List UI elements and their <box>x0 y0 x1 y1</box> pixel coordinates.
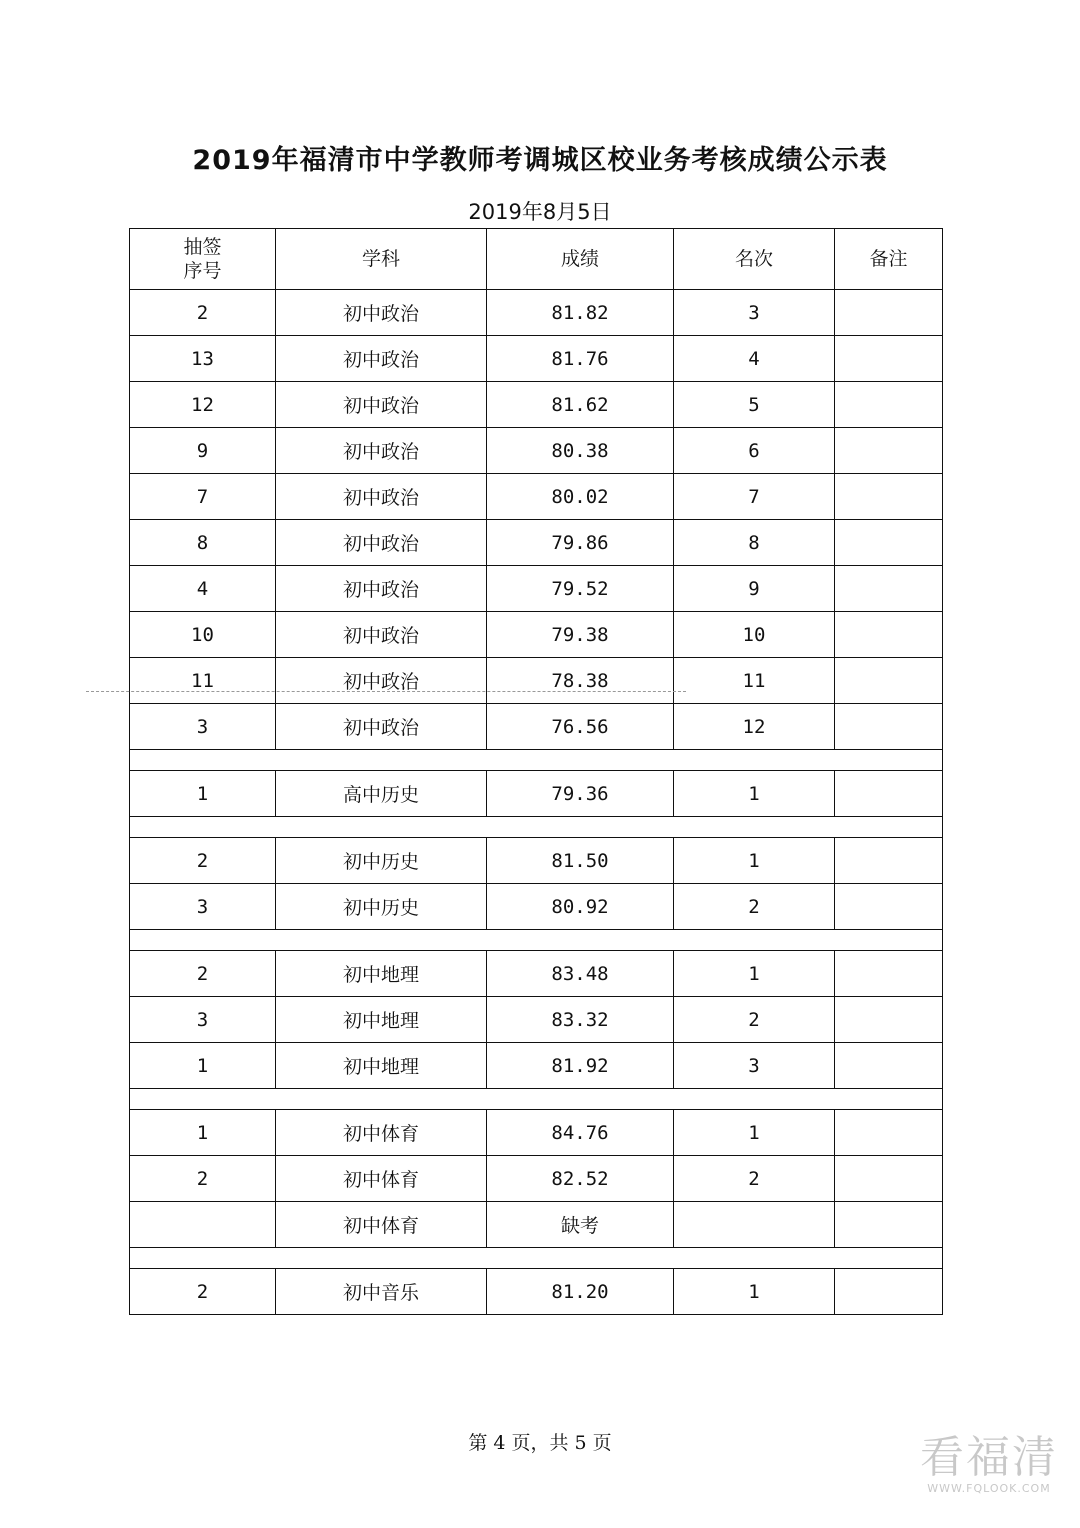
cell-score: 缺考 <box>487 1202 674 1248</box>
cell-remark <box>835 1110 943 1156</box>
group-separator-cell <box>130 1248 943 1269</box>
table-row <box>130 771 943 817</box>
page-footer: 第 4 页，共 5 页 <box>468 1432 612 1454</box>
cell-subject: 初中政治 <box>276 428 487 474</box>
cell-score: 80.02 <box>487 474 674 520</box>
group-separator-cell <box>130 817 943 838</box>
cell-remark <box>835 290 943 336</box>
scan-artifact-line <box>86 691 686 692</box>
header-score: 成绩 <box>487 229 674 290</box>
cell-seq: 7 <box>130 474 276 520</box>
table-body <box>130 290 943 1315</box>
cell-remark <box>835 884 943 930</box>
cell-remark <box>835 474 943 520</box>
cell-rank: 1 <box>674 1269 835 1315</box>
group-separator <box>130 930 943 951</box>
cell-score: 78.38 <box>487 658 674 704</box>
cell-rank: 1 <box>674 838 835 884</box>
cell-remark <box>835 658 943 704</box>
cell-subject: 初中政治 <box>276 520 487 566</box>
group-separator <box>130 817 943 838</box>
cell-seq: 1 <box>130 771 276 817</box>
cell-score: 79.86 <box>487 520 674 566</box>
cell-score: 79.38 <box>487 612 674 658</box>
table-row <box>130 838 943 884</box>
cell-rank: 11 <box>674 658 835 704</box>
cell-rank: 12 <box>674 704 835 750</box>
publish-date: 2019年8月5日 <box>468 200 612 224</box>
cell-score: 82.52 <box>487 1156 674 1202</box>
cell-rank <box>674 1202 835 1248</box>
cell-remark <box>835 997 943 1043</box>
cell-seq: 8 <box>130 520 276 566</box>
cell-subject: 初中体育 <box>276 1156 487 1202</box>
cell-seq: 2 <box>130 951 276 997</box>
cell-score: 81.76 <box>487 336 674 382</box>
cell-rank: 9 <box>674 566 835 612</box>
cell-seq: 1 <box>130 1043 276 1089</box>
table-row <box>130 428 943 474</box>
cell-rank: 3 <box>674 1043 835 1089</box>
cell-rank: 3 <box>674 290 835 336</box>
cell-rank: 2 <box>674 884 835 930</box>
cell-score: 83.32 <box>487 997 674 1043</box>
cell-subject: 初中音乐 <box>276 1269 487 1315</box>
cell-remark <box>835 704 943 750</box>
cell-seq: 4 <box>130 566 276 612</box>
cell-seq: 3 <box>130 997 276 1043</box>
cell-subject: 初中历史 <box>276 884 487 930</box>
table-row <box>130 382 943 428</box>
cell-remark <box>835 1269 943 1315</box>
cell-remark <box>835 566 943 612</box>
group-separator <box>130 1248 943 1269</box>
cell-score: 79.52 <box>487 566 674 612</box>
cell-subject: 初中地理 <box>276 1043 487 1089</box>
table-row <box>130 704 943 750</box>
cell-remark <box>835 428 943 474</box>
cell-remark <box>835 838 943 884</box>
cell-score: 81.50 <box>487 838 674 884</box>
cell-subject: 初中政治 <box>276 336 487 382</box>
cell-score: 80.38 <box>487 428 674 474</box>
table-row <box>130 612 943 658</box>
cell-subject: 初中政治 <box>276 566 487 612</box>
cell-remark <box>835 382 943 428</box>
cell-remark <box>835 951 943 997</box>
table-row <box>130 1043 943 1089</box>
cell-rank: 8 <box>674 520 835 566</box>
cell-seq: 2 <box>130 1269 276 1315</box>
cell-score: 84.76 <box>487 1110 674 1156</box>
cell-score: 79.36 <box>487 771 674 817</box>
table-row <box>130 951 943 997</box>
table-row <box>130 997 943 1043</box>
cell-seq: 11 <box>130 658 276 704</box>
cell-score: 81.20 <box>487 1269 674 1315</box>
cell-rank: 1 <box>674 771 835 817</box>
header-rank: 名次 <box>674 229 835 290</box>
header-seq-line2: 序号 <box>183 260 222 282</box>
cell-seq: 2 <box>130 290 276 336</box>
cell-subject: 初中政治 <box>276 382 487 428</box>
cell-remark <box>835 520 943 566</box>
cell-seq: 10 <box>130 612 276 658</box>
table-row <box>130 566 943 612</box>
cell-remark <box>835 1202 943 1248</box>
table-row <box>130 290 943 336</box>
table-row <box>130 336 943 382</box>
cell-subject: 初中政治 <box>276 704 487 750</box>
cell-seq: 2 <box>130 838 276 884</box>
cell-rank: 5 <box>674 382 835 428</box>
table-row <box>130 1110 943 1156</box>
cell-seq: 3 <box>130 884 276 930</box>
cell-score: 81.92 <box>487 1043 674 1089</box>
watermark-url: WWW.FQLOOK.COM <box>927 1482 1051 1495</box>
cell-remark <box>835 771 943 817</box>
cell-seq: 9 <box>130 428 276 474</box>
header-seq <box>130 229 276 290</box>
header-row <box>130 229 943 290</box>
table-row <box>130 658 943 704</box>
score-table <box>129 228 943 1315</box>
cell-remark <box>835 1043 943 1089</box>
group-separator <box>130 1089 943 1110</box>
header-remark: 备注 <box>835 229 943 290</box>
group-separator-cell <box>130 750 943 771</box>
table-row <box>130 1202 943 1248</box>
group-separator <box>130 750 943 771</box>
page-title: 2019年福清市中学教师考调城区校业务考核成绩公示表 <box>192 145 888 176</box>
cell-subject: 初中政治 <box>276 612 487 658</box>
table-row <box>130 474 943 520</box>
cell-seq <box>130 1202 276 1248</box>
cell-remark <box>835 612 943 658</box>
header-subject: 学科 <box>276 229 487 290</box>
cell-subject: 初中体育 <box>276 1202 487 1248</box>
cell-subject: 初中地理 <box>276 997 487 1043</box>
cell-seq: 12 <box>130 382 276 428</box>
cell-score: 81.62 <box>487 382 674 428</box>
group-separator-cell <box>130 930 943 951</box>
cell-remark <box>835 336 943 382</box>
cell-rank: 6 <box>674 428 835 474</box>
table-row <box>130 520 943 566</box>
site-watermark <box>920 1434 1058 1495</box>
cell-subject: 高中历史 <box>276 771 487 817</box>
cell-score: 80.92 <box>487 884 674 930</box>
cell-score: 76.56 <box>487 704 674 750</box>
cell-subject: 初中政治 <box>276 290 487 336</box>
cell-score: 83.48 <box>487 951 674 997</box>
cell-rank: 10 <box>674 612 835 658</box>
cell-seq: 3 <box>130 704 276 750</box>
cell-rank: 7 <box>674 474 835 520</box>
cell-subject: 初中地理 <box>276 951 487 997</box>
table-row <box>130 1269 943 1315</box>
table-row <box>130 884 943 930</box>
cell-seq: 2 <box>130 1156 276 1202</box>
cell-seq: 1 <box>130 1110 276 1156</box>
header-seq-line1: 抽签 <box>183 236 222 258</box>
watermark-text: 看福清 <box>920 1432 1058 1483</box>
cell-rank: 1 <box>674 1110 835 1156</box>
cell-seq: 13 <box>130 336 276 382</box>
cell-rank: 2 <box>674 1156 835 1202</box>
cell-subject: 初中历史 <box>276 838 487 884</box>
cell-rank: 4 <box>674 336 835 382</box>
cell-subject: 初中体育 <box>276 1110 487 1156</box>
cell-rank: 1 <box>674 951 835 997</box>
cell-subject: 初中政治 <box>276 658 487 704</box>
table-row <box>130 1156 943 1202</box>
cell-rank: 2 <box>674 997 835 1043</box>
cell-subject: 初中政治 <box>276 474 487 520</box>
cell-score: 81.82 <box>487 290 674 336</box>
group-separator-cell <box>130 1089 943 1110</box>
cell-remark <box>835 1156 943 1202</box>
